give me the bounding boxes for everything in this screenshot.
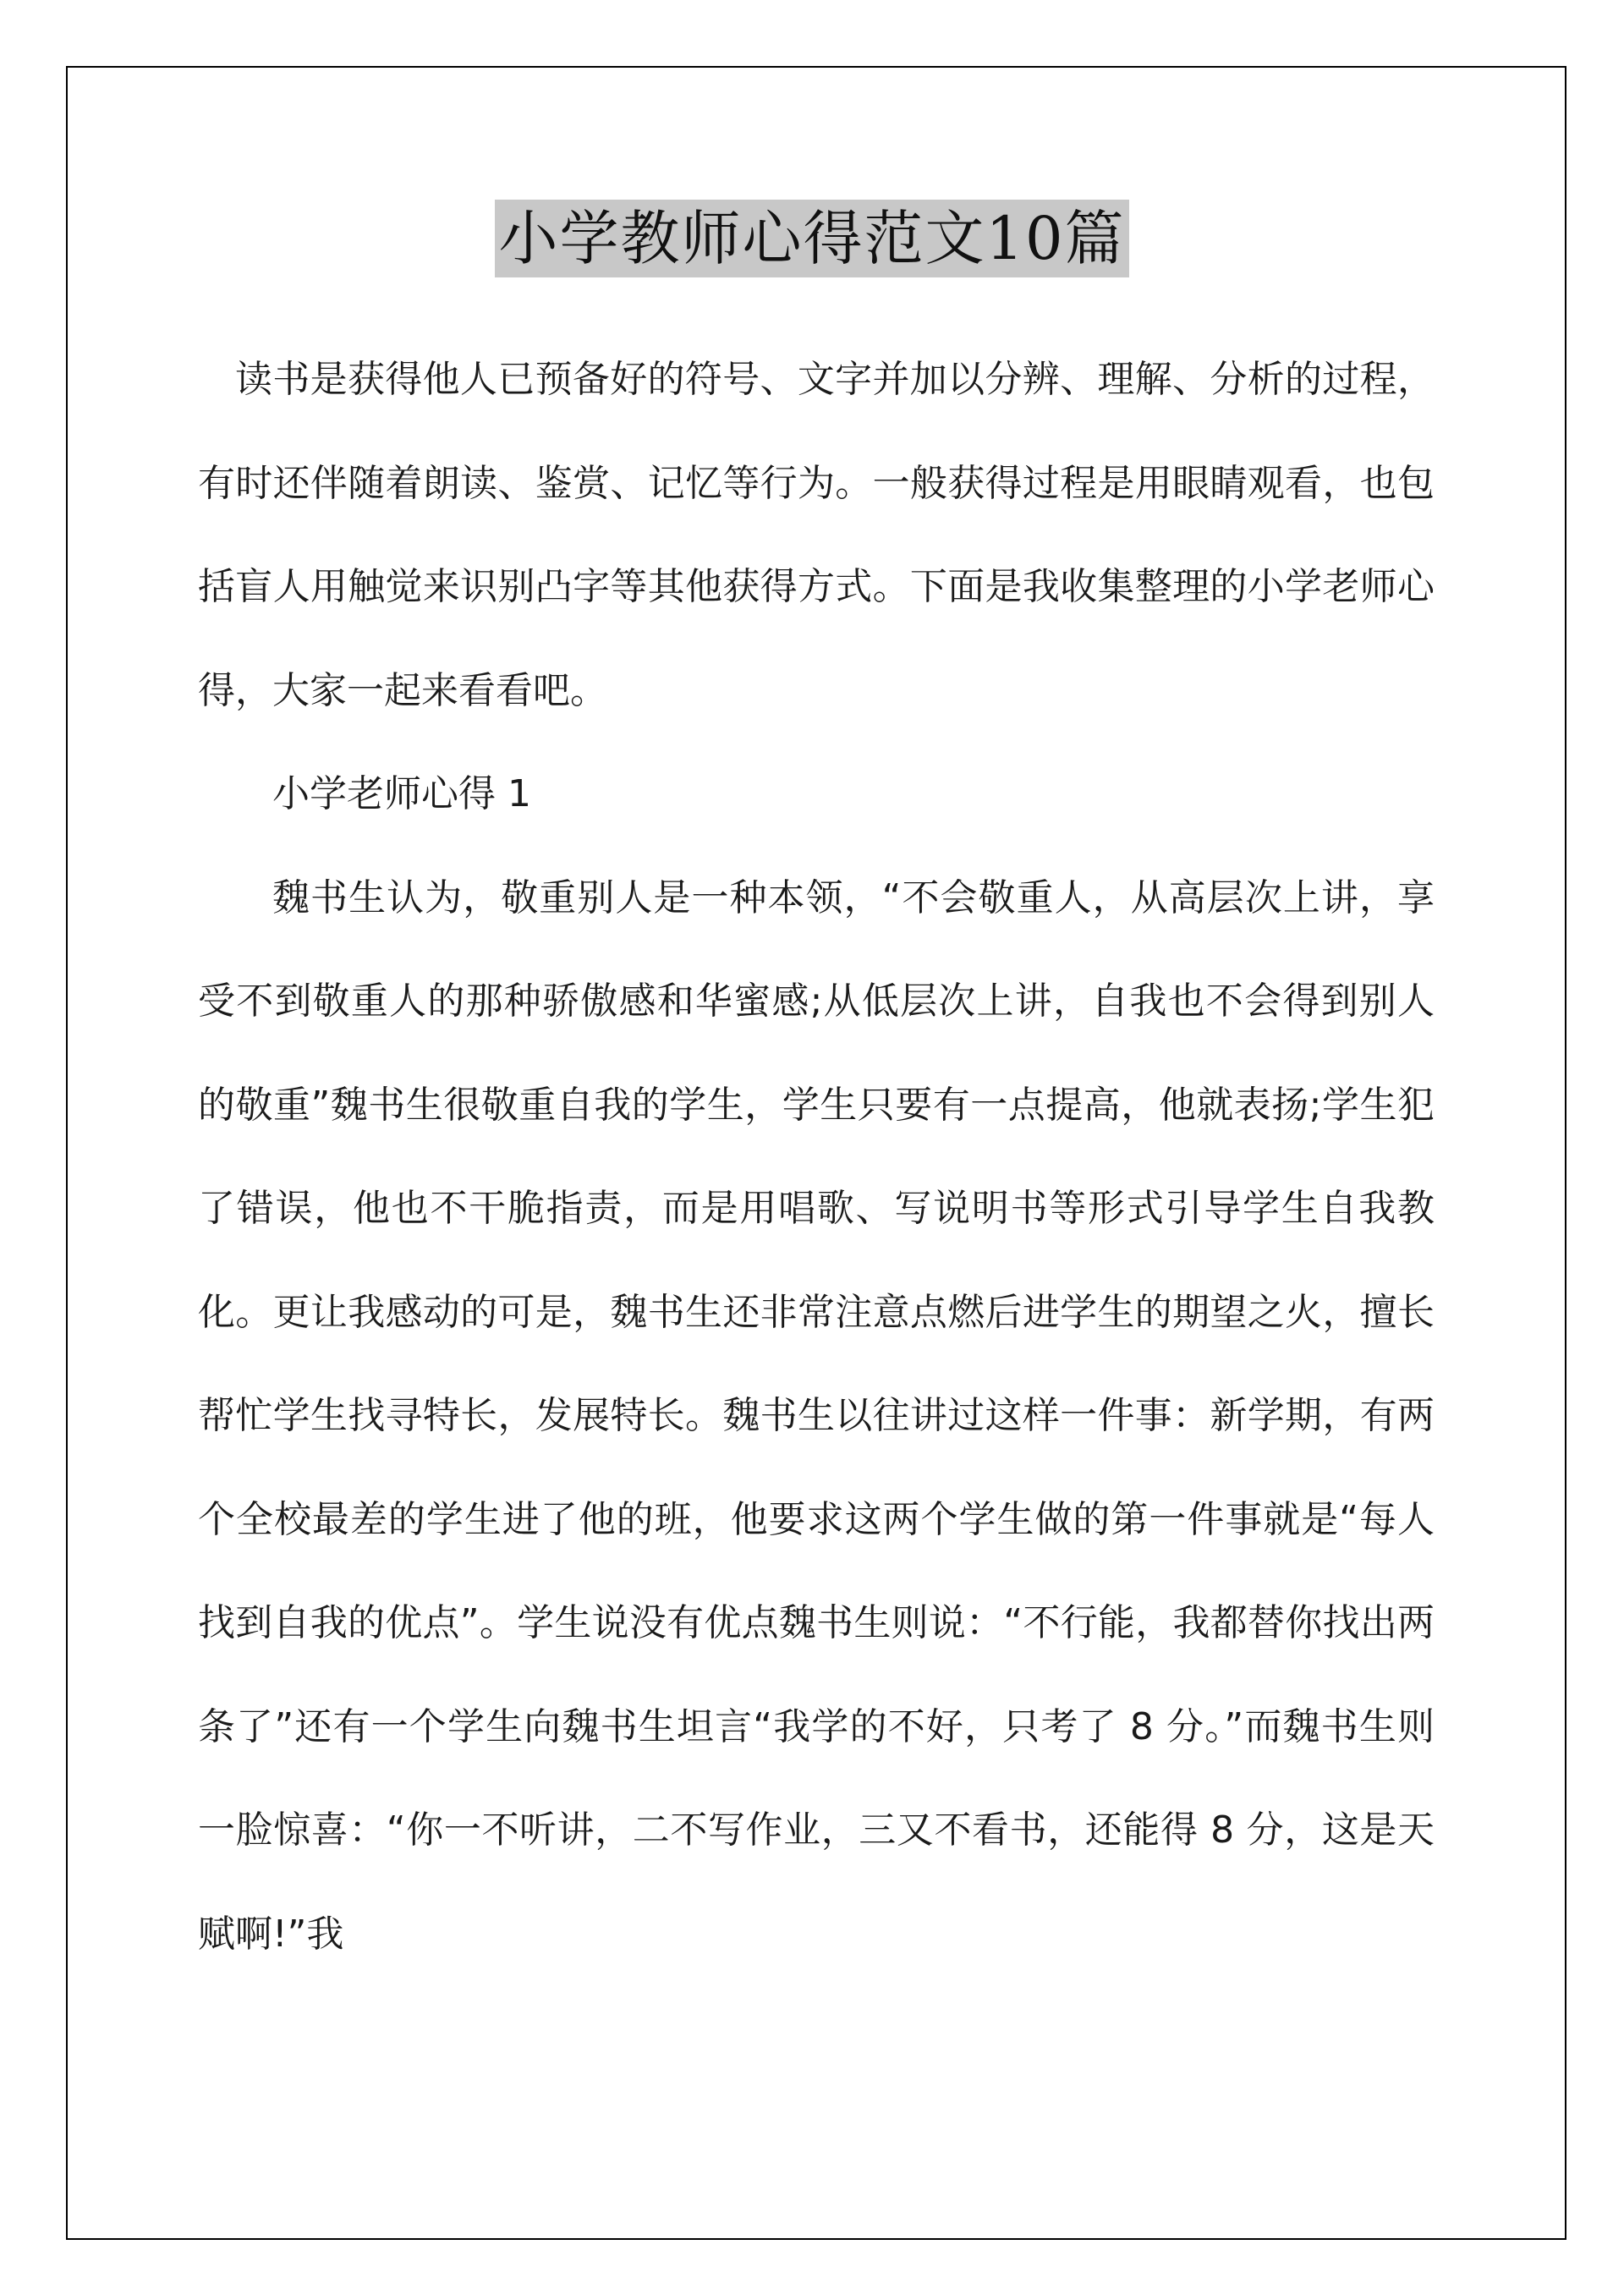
title-container <box>0 200 1624 277</box>
intro-paragraph: 读书是获得他人已预备好的符号、文字并加以分辨、理解、分析的过程，有时还伴随着朗读、鉴赏、记忆等行为。一般获得过程是用眼睛观看，也包括盲人用触觉来识别凸字等其他获得方式。下面是我收集整理的小学老师心得，大家一起来看看吧。 <box>198 358 1435 712</box>
section-heading: 小学老师心得 1 <box>272 772 531 815</box>
document-body <box>198 328 1435 1986</box>
document-title: 小学教师心得范文10篇 <box>495 200 1128 277</box>
section-paragraph: 魏书生认为，敬重别人是一种本领，“不会敬重人，从高层次上讲，享受不到敬重人的那种骄傲感和华蜜感;从低层次上讲，自我也不会得到别人的敬重”魏书生很敬重自我的学生，学生只要有一点提高，他就表扬;学生犯了错误，他也不干脆指责，而是用唱歌、写说明书等形式引导学生自我教化。更让我感动的可是，魏书生还非常注意点燃后进学生的期望之火，擅长帮忙学生找寻特长，发展特长。魏书生以往讲过这样一件事：新学期，有两个全校最差的学生进了他的班，他要求这两个学生做的第一件事就是“每人找到自我的优点”。学生说没有优点魏书生则说：“不行能，我都替你找出两条了”还有一个学生向魏书生坦言“我学的不好，只考了 8 分。”而魏书生则一脸惊喜：“你一不听讲，二不写作业，三又不看书，还能得 8 分，这是天赋啊!”我 <box>198 875 1435 1956</box>
